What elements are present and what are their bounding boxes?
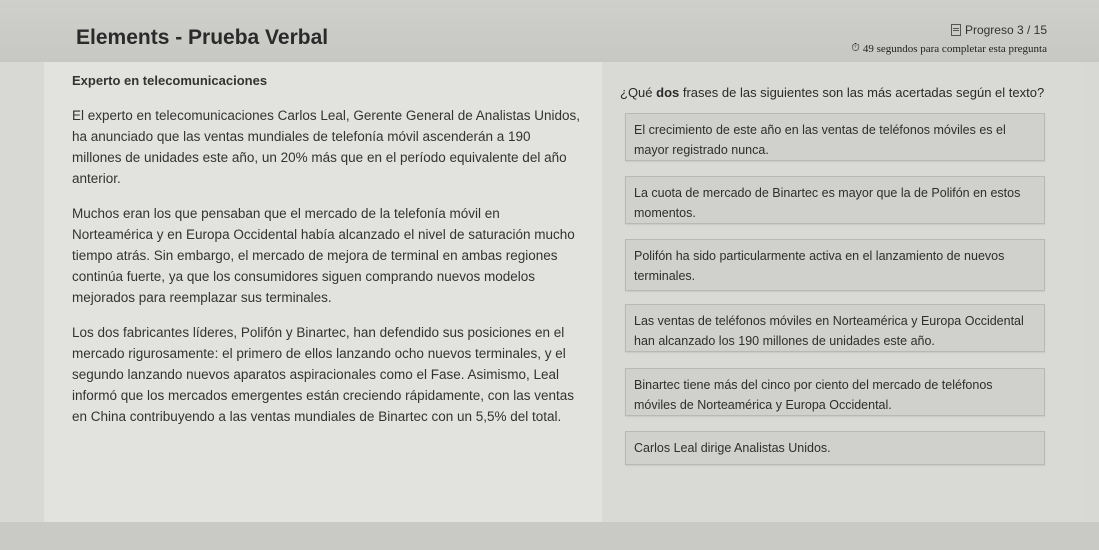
document-icon bbox=[951, 24, 961, 36]
passage-paragraph: Los dos fabricantes líderes, Polifón y Binartec, han defendido sus posiciones en el mercado rigurosamente: el primero de ellos lanzando ocho nuevos terminales, y el segundo lanzando nuevos aparatos aspiracionales como el Fase. Asimismo, Leal informó que los mercados emergentes están creciendo rápidamente, con las ventas en China contribuyendo a las ventas mundiales de Binartec con un 5,5% del total. bbox=[72, 325, 575, 424]
app-title: Elements - Prueba Verbal bbox=[76, 26, 329, 49]
passage-title: Experto en telecomunicaciones bbox=[72, 73, 268, 88]
answer-option-3[interactable]: Polifón ha sido particularmente activa en el lanzamiento de nuevos terminales. bbox=[625, 239, 1045, 291]
answer-option-6[interactable]: Carlos Leal dirige Analistas Unidos. bbox=[625, 431, 1045, 465]
passage-paragraph: Muchos eran los que pensaban que el mercado de la telefonía móvil en Norteamérica y en Europa Occidental había alcanzado el nivel de saturación mucho tiempo atrás. Sin embargo, el mercado de mejora de terminal en ambas regiones continúa fuerte, ya que los consumidores siguen comprando nuevos modelos mejorados para reemplazar sus terminales. bbox=[72, 206, 575, 305]
passage-paragraph: El experto en telecomunicaciones Carlos Leal, Gerente General de Analistas Unidos, ha anunciado que las ventas mundiales de telefonía móvil ascenderán a 190 millones de unidades este año, un 20% más que en el período equivalente del año anterior. bbox=[72, 108, 581, 186]
question-suffix: frases de las siguientes son las más acertadas según el texto? bbox=[679, 85, 1045, 100]
timer-text: 49 segundos para completar esta pregunta bbox=[862, 42, 1047, 55]
answer-option-2[interactable]: La cuota de mercado de Binartec es mayor que la de Polifón en estos momentos. bbox=[625, 176, 1045, 224]
stopwatch-icon: ⏱ bbox=[851, 42, 860, 54]
answer-option-1[interactable]: El crecimiento de este año en las ventas de teléfonos móviles es el mayor registrado nunca. bbox=[625, 113, 1045, 161]
timer bbox=[851, 42, 1047, 55]
answer-option-5[interactable]: Binartec tiene más del cinco por ciento del mercado de teléfonos móviles de Norteamérica y Europa Occidental. bbox=[625, 368, 1045, 416]
progress-label: Progreso 3 / 15 bbox=[964, 23, 1047, 37]
question-emphasis: dos bbox=[656, 85, 680, 100]
footer-strip bbox=[0, 522, 1099, 550]
header-bar bbox=[0, 0, 1099, 62]
question-prefix: ¿Qué bbox=[620, 85, 657, 100]
answer-option-4[interactable]: Las ventas de teléfonos móviles en Norteamérica y Europa Occidental han alcanzado los 190 millones de unidades este año. bbox=[625, 304, 1045, 352]
question-text bbox=[620, 85, 1044, 100]
passage bbox=[72, 70, 582, 441]
progress-indicator bbox=[951, 23, 1047, 37]
